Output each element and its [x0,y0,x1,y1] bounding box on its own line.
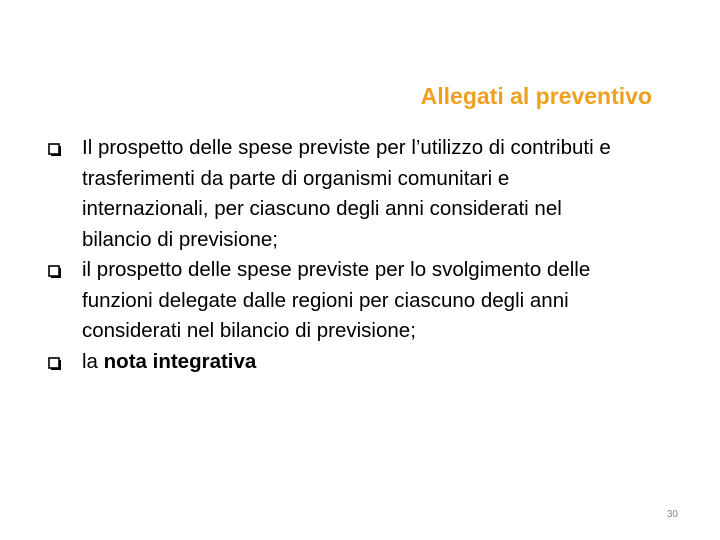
checkbox-square-icon [48,357,61,370]
page-number: 30 [666,509,678,520]
bullet-text: il prospetto delle spese previste per lo svolgimento delle funzioni delegate dalle regioni per ciascuno degli anni considerati nel bilancio di previsione; [82,258,591,342]
bullet-text: Il prospetto delle spese previste per l’utilizzo di contributi e trasferimenti da parte di organismi comunitari e internazionali, per ciascuno degli anni considerati nel bilancio di previsione; [82,136,611,251]
bullet-text-bold: nota integrativa [103,349,257,373]
slide-title: Allegati al preventivo [420,83,652,109]
bullet-list [48,133,628,377]
bullet-item [48,255,628,347]
bullet-text-prefix: la [82,349,104,373]
bullet-item [48,133,628,255]
checkbox-square-icon [48,143,61,156]
bullet-item [48,347,628,378]
checkbox-square-icon [48,265,61,278]
